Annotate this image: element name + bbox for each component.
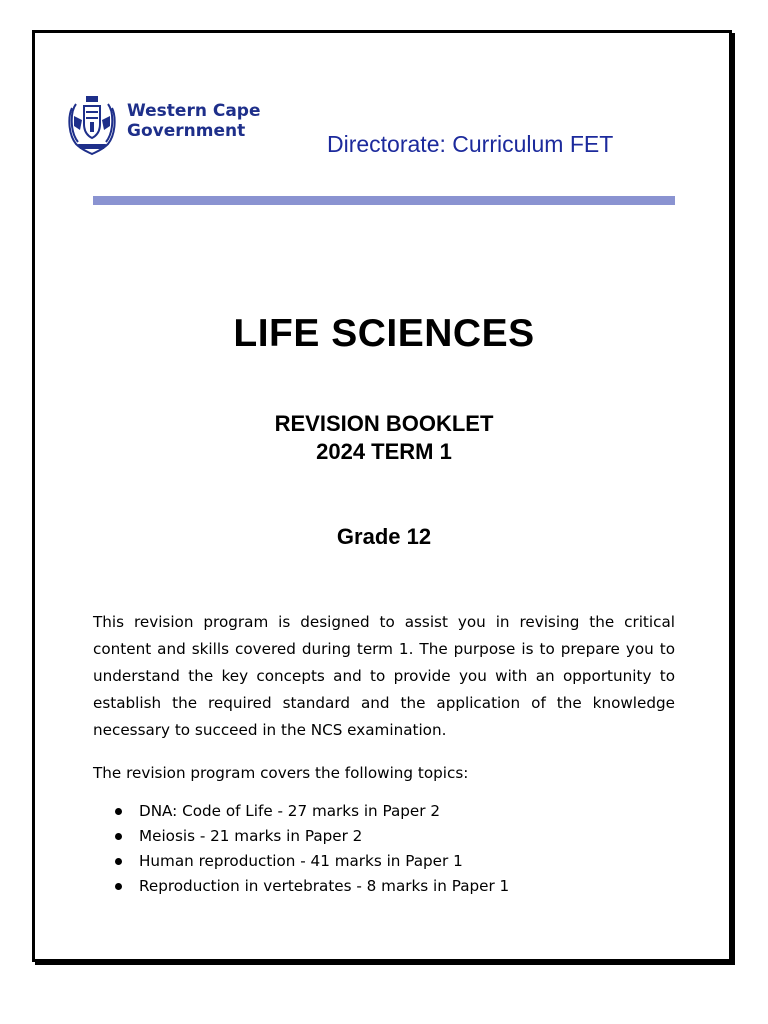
organization-name bbox=[127, 101, 261, 141]
org-line-2: Government bbox=[127, 121, 246, 141]
document-title: LIFE SCIENCES bbox=[233, 312, 535, 355]
topics-list bbox=[93, 799, 675, 899]
list-item: DNA: Code of Life - 27 marks in Paper 2 bbox=[93, 799, 675, 824]
header-rule bbox=[93, 196, 675, 205]
intro-paragraph: This revision program is designed to assist you in revising the critical content and skills covered during term 1. The purpose is to prepare you to understand the key concepts and to provide you with an opportunity to establish the required standard and the application of the knowledge necessary to succeed in the NCS examination. bbox=[93, 613, 675, 739]
subtitle-line-2: 2024 TERM 1 bbox=[316, 439, 452, 464]
org-line-1: Western Cape bbox=[127, 101, 261, 121]
subtitle-line-1: REVISION BOOKLET bbox=[274, 411, 494, 436]
directorate-heading: Directorate: Curriculum FET bbox=[327, 131, 614, 157]
list-item: Meiosis - 21 marks in Paper 2 bbox=[93, 824, 675, 849]
list-item: Reproduction in vertebrates - 8 marks in Paper 1 bbox=[93, 874, 675, 899]
coat-of-arms-icon bbox=[62, 94, 122, 156]
list-item: Human reproduction - 41 marks in Paper 1 bbox=[93, 849, 675, 874]
grade-label: Grade 12 bbox=[336, 524, 432, 549]
topics-intro: The revision program covers the following topics: bbox=[93, 764, 469, 782]
